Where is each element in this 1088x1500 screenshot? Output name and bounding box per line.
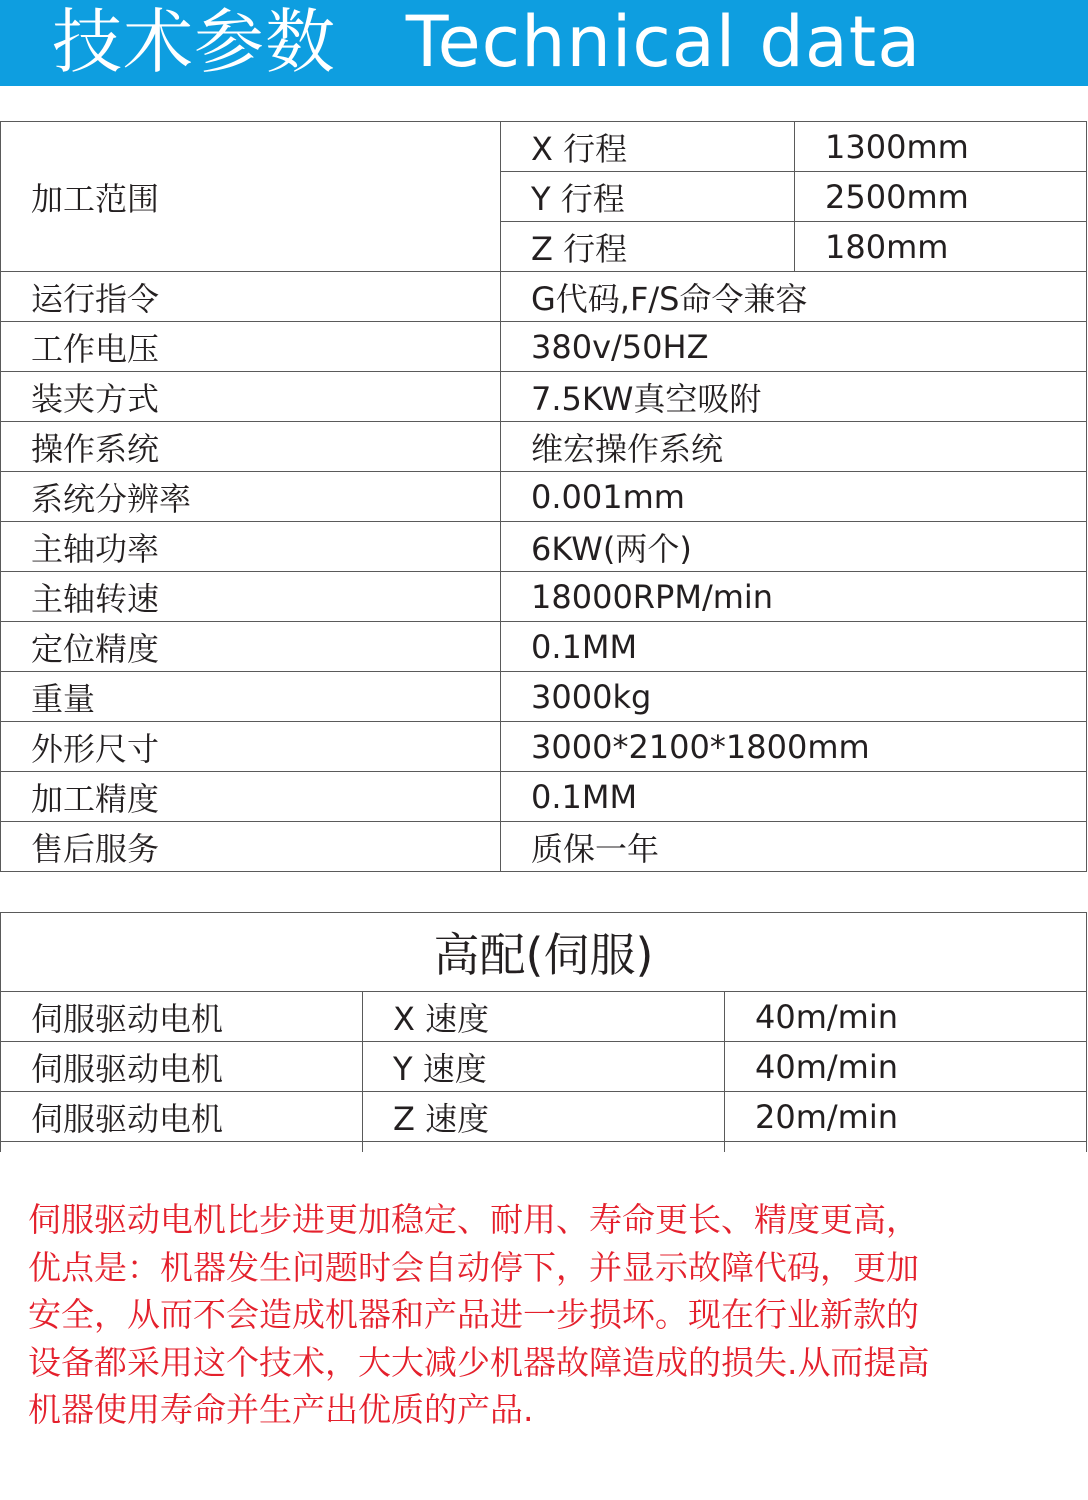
table-row bbox=[1, 672, 1087, 722]
spec-value: 0.1MM bbox=[501, 622, 1087, 672]
axis-value: 180mm bbox=[795, 222, 1087, 272]
table-spacer-row bbox=[1, 1142, 1087, 1153]
spec-value: 18000RPM/min bbox=[501, 572, 1087, 622]
spec-label: 主轴转速 bbox=[1, 572, 501, 622]
spec-label: 操作系统 bbox=[1, 422, 501, 472]
spec-value: 0.001mm bbox=[501, 472, 1087, 522]
spec-value: 380v/50HZ bbox=[501, 322, 1087, 372]
table-row bbox=[1, 122, 1087, 172]
spec-label: 售后服务 bbox=[1, 822, 501, 872]
servo-speed: 40m/min bbox=[725, 992, 1087, 1042]
table-row bbox=[1, 572, 1087, 622]
axis-label: Y 行程 bbox=[501, 172, 795, 222]
servo-motor-name: 伺服驱动电机 bbox=[1, 1042, 363, 1092]
table-row bbox=[1, 622, 1087, 672]
axis-value: 1300mm bbox=[795, 122, 1087, 172]
table-row bbox=[1, 522, 1087, 572]
spacer-cell bbox=[725, 1142, 1087, 1153]
table-row bbox=[1, 272, 1087, 322]
spacer-cell bbox=[1, 1142, 363, 1153]
spec-value: 3000kg bbox=[501, 672, 1087, 722]
spec-label: 加工精度 bbox=[1, 772, 501, 822]
spacer-cell bbox=[363, 1142, 725, 1153]
description-line: 优点是：机器发生问题时会自动停下，并显示故障代码，更加 bbox=[28, 1247, 919, 1287]
description-line: 机器使用寿命并生产出优质的产品. bbox=[28, 1390, 534, 1429]
description-line: 设备都采用这个技术，大大减少机器故障造成的损失.从而提高 bbox=[28, 1342, 930, 1382]
spec-label: 装夹方式 bbox=[1, 372, 501, 422]
spec-label: 系统分辨率 bbox=[1, 472, 501, 522]
axis-label: X 行程 bbox=[501, 122, 795, 172]
servo-axis: X 速度 bbox=[363, 992, 725, 1042]
spec-label: 主轴功率 bbox=[1, 522, 501, 572]
servo-axis: Y 速度 bbox=[363, 1042, 725, 1092]
spec-value: 6KW(两个) bbox=[501, 522, 1087, 572]
table-row bbox=[1, 772, 1087, 822]
range-label: 加工范围 bbox=[1, 122, 501, 272]
servo-motor-name: 伺服驱动电机 bbox=[1, 1092, 363, 1142]
description-line: 安全，从而不会造成机器和产品进一步损坏。现在行业新款的 bbox=[28, 1295, 919, 1334]
spec-label: 重量 bbox=[1, 672, 501, 722]
spec-value: 质保一年 bbox=[501, 822, 1087, 872]
table-row bbox=[1, 1092, 1087, 1142]
table-row bbox=[1, 992, 1087, 1042]
spec-value: 3000*2100*1800mm bbox=[501, 722, 1087, 772]
table-row bbox=[1, 372, 1087, 422]
servo-title: 高配(伺服) bbox=[1, 913, 1087, 992]
spec-label: 定位精度 bbox=[1, 622, 501, 672]
spec-value: 0.1MM bbox=[501, 772, 1087, 822]
spec-label: 工作电压 bbox=[1, 322, 501, 372]
spec-value: 维宏操作系统 bbox=[501, 422, 1087, 472]
servo-table bbox=[0, 912, 1087, 1152]
spec-label: 运行指令 bbox=[1, 272, 501, 322]
table-row bbox=[1, 822, 1087, 872]
table-row bbox=[1, 322, 1087, 372]
description-line: 伺服驱动电机比步进更加稳定、耐用、寿命更长、精度更高， bbox=[28, 1200, 919, 1239]
table-row bbox=[1, 722, 1087, 772]
servo-speed: 40m/min bbox=[725, 1042, 1087, 1092]
spec-value: 7.5KW真空吸附 bbox=[501, 372, 1087, 422]
spec-label: 外形尺寸 bbox=[1, 722, 501, 772]
spec-value: G代码,F/S命令兼容 bbox=[501, 272, 1087, 322]
header-banner bbox=[0, 0, 1088, 86]
servo-axis: Z 速度 bbox=[363, 1092, 725, 1142]
axis-value: 2500mm bbox=[795, 172, 1087, 222]
table-row bbox=[1, 422, 1087, 472]
table-row bbox=[1, 472, 1087, 522]
servo-motor-name: 伺服驱动电机 bbox=[1, 992, 363, 1042]
servo-speed: 20m/min bbox=[725, 1092, 1087, 1142]
servo-description bbox=[28, 1196, 1068, 1434]
spec-table bbox=[0, 121, 1087, 872]
page-title: 技术参数 Technical data bbox=[52, 1, 922, 83]
servo-title-row bbox=[1, 913, 1087, 992]
table-row bbox=[1, 1042, 1087, 1092]
axis-label: Z 行程 bbox=[501, 222, 795, 272]
